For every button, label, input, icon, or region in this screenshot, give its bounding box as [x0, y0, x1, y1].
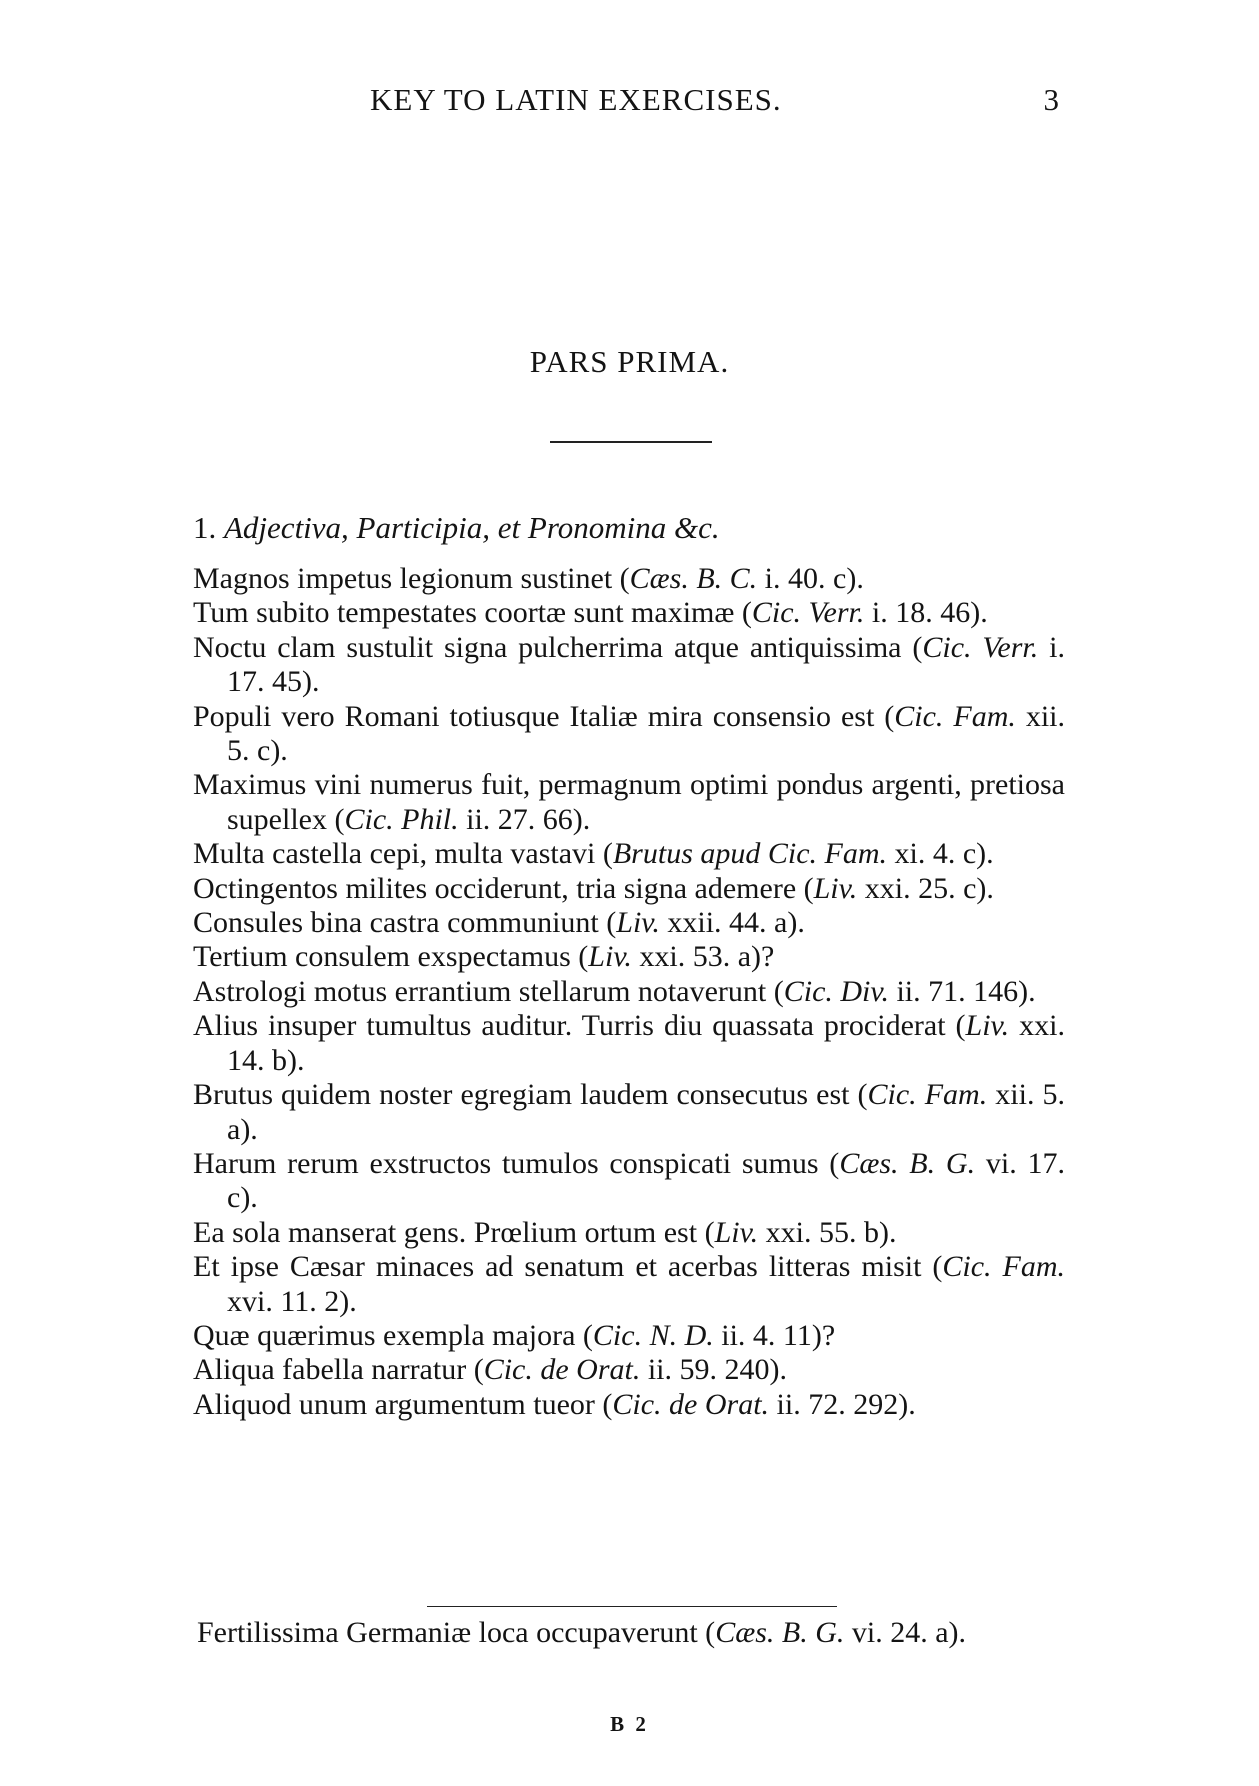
entry-ref: ii. 4. 11)?	[713, 1318, 836, 1352]
entry-text: Ea sola manserat gens. Prœlium ortum est (	[193, 1215, 715, 1249]
entry-source: Liv.	[588, 940, 632, 974]
entry-text: Tertium consulem exspectamus (	[193, 940, 589, 974]
exercise-entry	[193, 1009, 1065, 1078]
entry-ref: ii. 71. 146).	[888, 974, 1036, 1008]
final-entry	[197, 1616, 1099, 1650]
entry-ref: i. 40. c).	[757, 562, 864, 595]
entry-source: Cic. N. D.	[592, 1318, 714, 1352]
exercise-entry	[193, 1319, 1065, 1353]
entry-ref: xvi. 11. 2).	[227, 1284, 357, 1318]
final-entry-text: Fertilissima Germaniæ loca occupaverunt (	[197, 1616, 716, 1649]
entry-text: Et ipse Cæsar minaces ad senatum et acerbas litteras misit (	[193, 1250, 943, 1284]
entry-ref: i. 18. 46).	[864, 596, 988, 630]
entry-ref: xxii. 44. a).	[659, 906, 805, 940]
entry-ref: xii. 5. c).	[227, 699, 1066, 768]
entry-ref: xxi. 53. a)?	[631, 940, 775, 974]
entry-text: Harum rerum exstructos tumulos conspicati sumus (	[193, 1146, 840, 1180]
exercise-entry	[193, 837, 1065, 871]
entry-ref: xxi. 14. b).	[227, 1009, 1065, 1077]
section-heading	[193, 510, 720, 546]
entry-source: Cic. Fam.	[942, 1250, 1065, 1284]
entry-text: Consules bina castra communiunt (	[193, 906, 617, 940]
entry-ref: xi. 4. c).	[887, 837, 994, 871]
entry-text: Multa castella cepi, multa vastavi (	[193, 837, 613, 871]
entry-text: Tum subito tempestates coortæ sunt maximæ (	[193, 596, 752, 630]
entry-source: Liv.	[813, 871, 858, 905]
entry-text: Quæ quærimus exempla majora (	[193, 1318, 593, 1352]
exercise-entry	[193, 1216, 1065, 1250]
entry-source: Cic. Div.	[783, 974, 889, 1008]
exercise-entry	[193, 596, 1065, 630]
entry-text: Brutus quidem noster egregiam laudem consecutus est (	[193, 1078, 868, 1112]
part-title: PARS PRIMA.	[529, 344, 730, 379]
exercise-entry	[193, 975, 1065, 1009]
running-title: KEY TO LATIN EXERCISES.	[370, 82, 782, 117]
entry-text: Maximus vini numerus fuit, permagnum optimi pondus argenti, pretiosa supellex (	[193, 768, 1065, 836]
exercise-entry	[193, 1353, 1065, 1387]
entry-ref: xxi. 25. c).	[857, 871, 994, 905]
exercise-entry	[193, 872, 1065, 906]
entry-text: Astrologi motus errantium stellarum notaverunt (	[193, 974, 784, 1008]
entry-ref: xxi. 55. b).	[758, 1215, 897, 1249]
entry-ref: i. 17. 45).	[227, 630, 1065, 699]
entry-source: Cic. de Orat.	[483, 1353, 641, 1387]
section-title: Adjectiva, Participia, et Pronomina &c.	[224, 510, 720, 545]
entry-source: Cic. de Orat.	[612, 1387, 770, 1421]
exercise-entry	[193, 906, 1065, 940]
entry-ref: ii. 27. 66).	[458, 802, 591, 836]
entry-source: Cæs. B. G.	[839, 1146, 976, 1180]
entry-source: Liv.	[714, 1215, 759, 1249]
entry-ref: vi. 17. c).	[227, 1146, 1066, 1215]
entry-text: Populi vero Romani totiusque Italiæ mira consensio est (	[193, 699, 895, 733]
entry-source: Liv.	[965, 1009, 1010, 1043]
signature-mark: B 2	[610, 1712, 649, 1736]
section-number: 1.	[193, 510, 217, 545]
exercise-entry	[193, 631, 1065, 700]
entry-source: Cic. Verr.	[751, 596, 865, 630]
exercise-entry	[193, 700, 1065, 769]
entry-text: Aliquod unum argumentum tueor (	[193, 1387, 613, 1421]
entry-text: Aliqua fabella narratur (	[193, 1353, 484, 1387]
entry-source: Liv.	[616, 906, 660, 940]
exercise-entry	[193, 1250, 1065, 1319]
exercise-entry	[193, 940, 1065, 974]
exercise-entry	[193, 1147, 1065, 1216]
entry-text: Octingentos milites occiderunt, tria signa ademere (	[193, 871, 814, 905]
entry-source: Cic. Fam.	[894, 699, 1016, 733]
entry-source: Cæs. B. C.	[629, 562, 758, 595]
entry-ref: ii. 59. 240).	[640, 1353, 788, 1387]
entry-text: Noctu clam sustulit signa pulcherrima atque antiquissima (	[193, 630, 923, 664]
running-head	[370, 82, 1060, 122]
entry-ref: ii. 72. 292).	[769, 1387, 916, 1421]
exercise-entry	[193, 1078, 1065, 1147]
exercise-entry	[193, 768, 1065, 837]
entry-text: Alius insuper tumultus auditur. Turris diu quassata prociderat (	[193, 1009, 966, 1043]
entry-text: Magnos impetus legionum sustinet (	[193, 562, 630, 595]
entry-source: Cic. Phil.	[344, 802, 459, 836]
page-number: 3	[1043, 82, 1060, 117]
entry-source: Cic. Fam.	[867, 1078, 988, 1112]
exercise-entry	[193, 1388, 1065, 1422]
entry-source: Brutus apud Cic. Fam.	[612, 837, 888, 871]
exercise-entry	[193, 562, 1065, 596]
final-entry-ref: vi. 24. a).	[844, 1616, 967, 1649]
entry-ref: xii. 5. a).	[227, 1078, 1065, 1146]
exercise-list	[193, 562, 1065, 1422]
title-rule	[550, 441, 712, 443]
final-entry-source: Cæs. B. G.	[715, 1616, 845, 1649]
entry-source: Cic. Verr.	[922, 630, 1039, 664]
separator-rule	[427, 1606, 837, 1607]
